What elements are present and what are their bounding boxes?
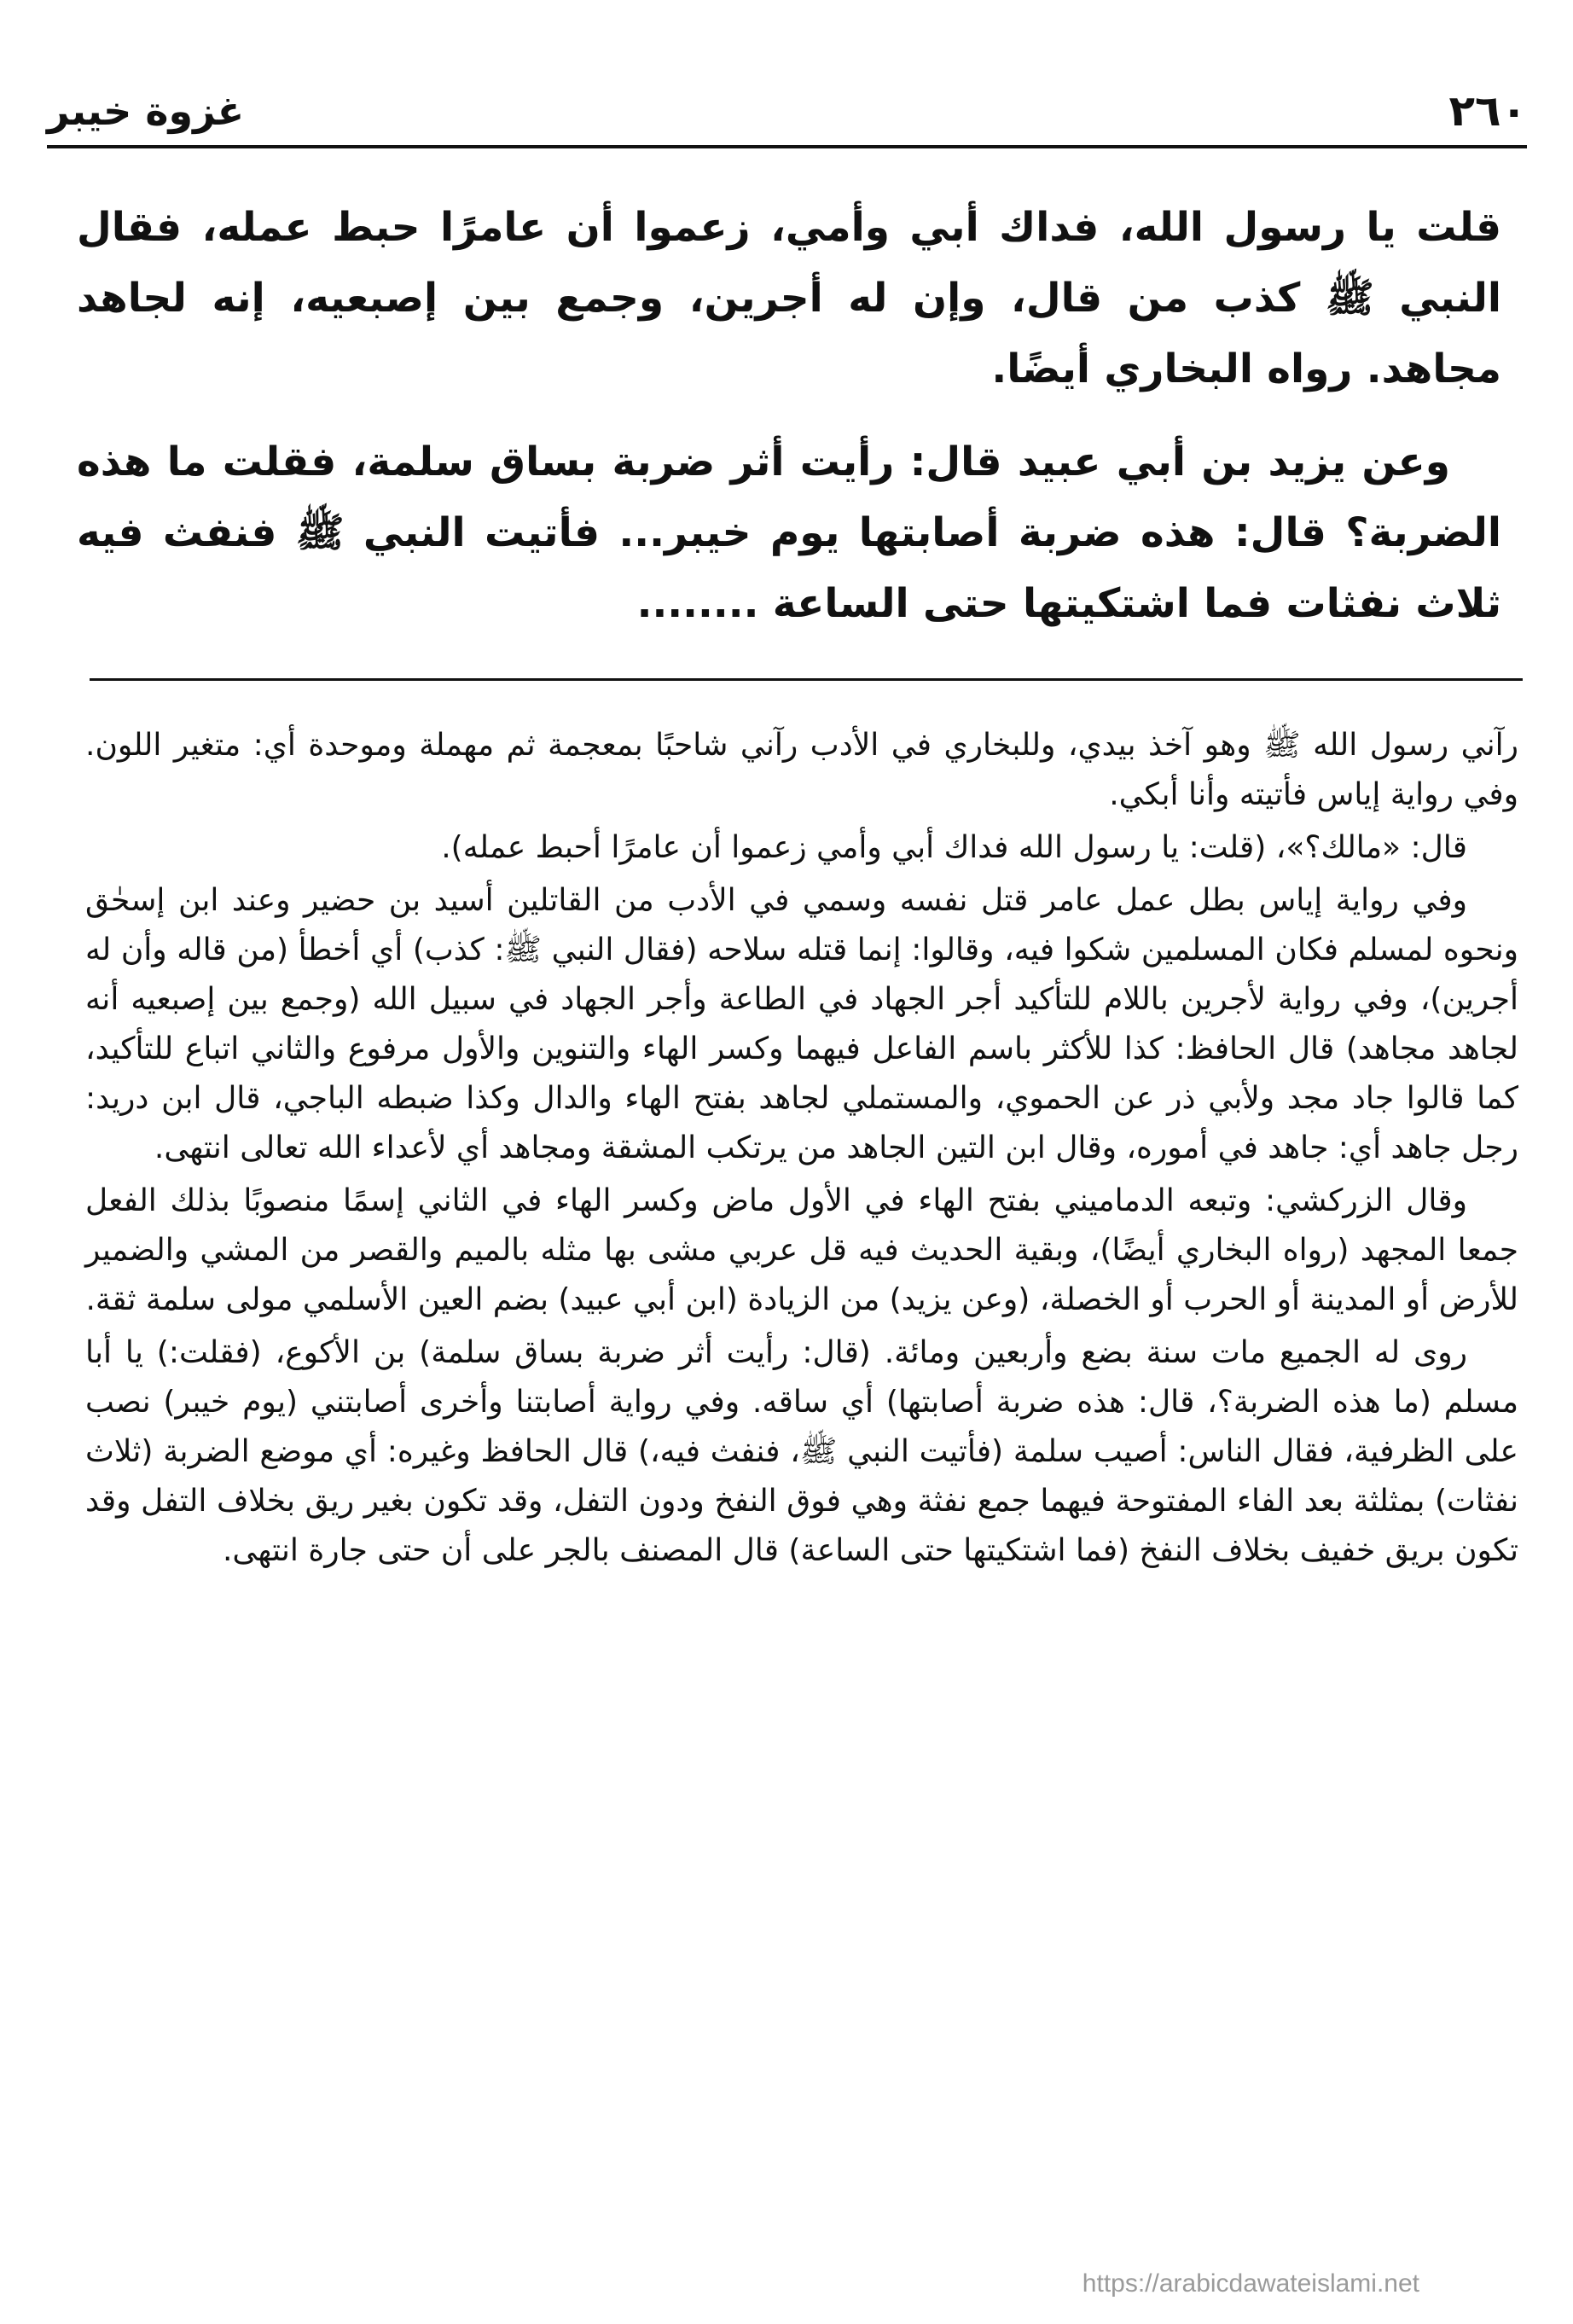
header-rule [47,145,1527,148]
watermark-url: https://arabicdawateislami.net [1082,2269,1419,2298]
matn-text-block [77,192,1501,661]
sharh-paragraph: روى له الجميع مات سنة بضع وأربعين ومائة. (قال: رأيت أثر ضربة بساق سلمة) بن الأكوع، (فقلت:) يا أبا مسلم (ما هذه الضربة؟، قال: هذه ضربة أصابتها) أي ساقه. وفي رواية أصابتنا وأخرى أصابتني (يوم خيبر) نصب على الظرفية، فقال الناس: أصيب سلمة (فأتيت النبي ﷺ، فنفث فيه،) قال الحافظ وغيره: أي موضع الضربة (ثلاث نفثات) بمثلثة بعد الفاء المفتوحة فيهما جمع نفثة وهي فوق النفخ ودون التفل، وقد تكون بغير ريق بخلاف التفل وقد تكون بريق خفيف بخلاف النفخ (فما اشتكيتها حتى الساعة) قال المصنف بالجر على أن حتى جارة انتهى. [85,1335,1518,1568]
matn-sharh-divider [90,678,1523,681]
sharh-paragraph: قال: «مالك؟»، (قلت: يا رسول الله فداك أبي وأمي زعموا أن عامرًا أحبط عمله). [441,830,1467,865]
page-number: ٢٦٠ [1448,86,1527,136]
sharh-paragraph: رآني رسول الله ﷺ وهو آخذ بيدي، وللبخاري في الأدب رآني شاحبًا بمعجمة ثم مهملة وموحدة أي: متغير اللون. وفي رواية إياس فأتيته وأنا أبكي. [85,728,1518,812]
sharh-paragraph: وفي رواية إياس بطل عمل عامر قتل نفسه وسمي في الأدب من القاتلين أسيد بن حضير وعند ابن إسحٰق ونحوه لمسلم فكان المسلمين شكوا فيه، وقالوا: إنما قتله سلاحه (فقال النبي ﷺ: كذب) أي أخطأ (من قاله وأن له أجرين)، وفي رواية لأجرين باللام للتأكيد أجر الجهاد في الطاعة وأجر الجهاد في سبيل الله (وجمع بين إصبعيه أنه لجاهد مجاهد) قال الحافظ: كذا للأكثر باسم الفاعل فيهما وكسر الهاء والتنوين والأول مرفوع والثاني اتباع للتأكيد، كما قالوا جاد مجد ولأبي ذر عن الحموي، والمستملي لجاهد بفتح الهاء والدال وكذا ضبطه الباجي، قال ابن دريد: رجل جاهد أي: جاهد في أموره، وقال ابن التين الجاهد من يرتكب المشقة ومجاهد أي لأعداء الله تعالى انتهى. [85,883,1518,1165]
running-title: غزوة خيبر [47,88,245,134]
sharh-paragraph: وقال الزركشي: وتبعه الدماميني بفتح الهاء في الأول ماض وكسر الهاء في الثاني إسمًا منصوبًا بذلك الفعل جمعا المجهد (رواه البخاري أيضًا)، وبقية الحديث فيه قل عربي مشى بها مثله بالميم والقصر من المشي والضمير للأرض أو المدينة أو الحرب أو الخصلة، (وعن يزيد) من الزيادة (ابن أبي عبيد) بضم العين الأسلمي مولى سلمة ثقة. [85,1183,1518,1317]
matn-paragraph: وعن يزيد بن أبي عبيد قال: رأيت أثر ضربة بساق سلمة، فقلت ما هذه الضربة؟ قال: هذه ضربة أصابتها يوم خيبر... فأتيت النبي ﷺ فنفث فيه ثلاث نفثات فما اشتكيتها حتى الساعة ........ [77,439,1501,627]
sharh-commentary-block [85,721,1518,1579]
matn-paragraph: قلت يا رسول الله، فداك أبي وأمي، زعموا أن عامرًا حبط عمله، فقال النبي ﷺ كذب من قال، وإن له أجرين، وجمع بين إصبعيه، إنه لجاهد مجاهد. رواه البخاري أيضًا. [77,204,1501,392]
page-header [47,81,1527,141]
